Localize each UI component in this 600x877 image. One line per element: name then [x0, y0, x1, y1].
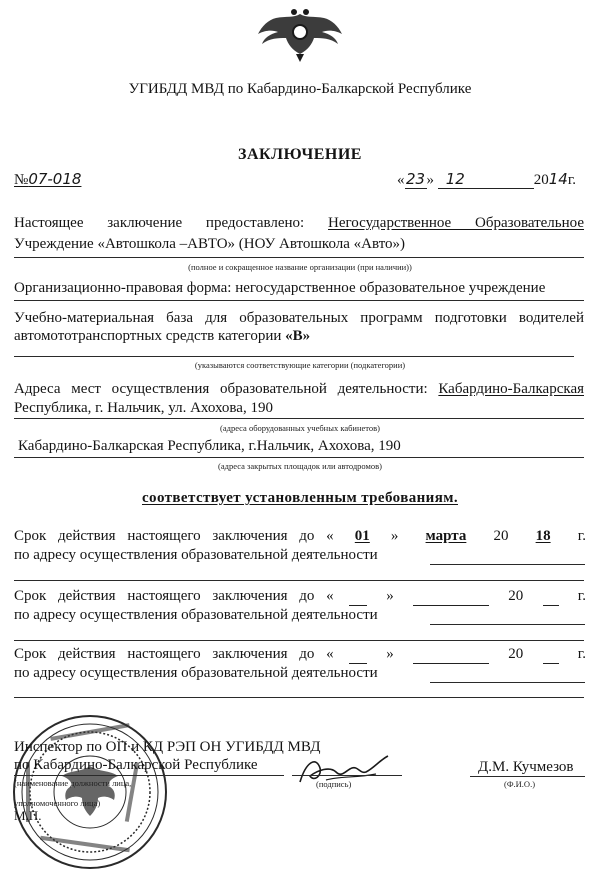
eagle-emblem-icon: [258, 8, 342, 62]
validity-2-line2: по адресу осуществления образовательной деятельности: [14, 607, 378, 623]
document-date: «23» 12 2014г.: [397, 170, 577, 188]
org-intro-line: Настоящее заключение предоставлено: Негосударственное Образовательное: [14, 215, 585, 231]
addresses-line1: Адреса мест осуществления образовательной деятельности: Кабардино-Балкарская: [14, 381, 584, 397]
signer-name: Д.М. Кучмезов: [478, 759, 574, 775]
handwritten-number: 07-018: [28, 170, 82, 188]
document-number: №07-018: [14, 170, 82, 188]
org-name-caption: (полное и сокращенное название организации (при наличии)): [188, 262, 412, 272]
document-title: ЗАКЛЮЧЕНИЕ: [238, 146, 362, 163]
category-caption: (указываются соответствующие категории (подкатегории): [194, 360, 406, 370]
base-line1: Учебно-материальная база для образовательных программ подготовки водителей: [14, 310, 584, 326]
conclusion-text: соответствует установленным требованиям.: [142, 490, 458, 506]
org-form-line: Организационно-правовая форма: негосударственное образовательное учреждение: [14, 280, 546, 296]
grounds-address: Кабардино-Балкарская Республика, г.Нальчик, Ахохова, 190: [18, 438, 401, 454]
signer-position-line2: по Кабардино-Балкарской Республике: [14, 757, 258, 773]
signature-caption: (подпись): [316, 779, 352, 789]
handwritten-day: 23: [405, 170, 426, 188]
mp-mark: М.П.: [14, 808, 42, 823]
grounds-caption: (адреса закрытых площадок или автодромов): [218, 461, 382, 471]
handwritten-month: 12: [438, 170, 534, 189]
validity-2-line1: Срок действия настоящего заключения до « » 20 г.: [14, 588, 586, 604]
position-caption-2: уполномоченного лица): [14, 798, 101, 808]
signer-position-line1: Инспектор по ОП и КД РЭП ОН УГИБДД МВД: [14, 739, 321, 755]
name-caption: (Ф.И.О.): [504, 779, 536, 789]
validity-3-line1: Срок действия настоящего заключения до « » 20 г.: [14, 646, 586, 662]
base-line2: автомототранспортных средств категории «В»: [14, 328, 311, 344]
round-seal-icon: [10, 712, 170, 872]
rooms-caption: (адреса оборудованных учебных кабинетов): [220, 423, 380, 433]
addresses-line2: Республика, г. Нальчик, ул. Ахохова, 190: [14, 400, 273, 416]
org-name-line2: Учреждение «Автошкола –АВТО» (НОУ Автошкола «Авто»): [14, 236, 406, 252]
validity-1-line2: по адресу осуществления образовательной деятельности: [14, 547, 378, 563]
position-caption-1: (наименование должности лица,: [14, 778, 132, 788]
validity-3-line2: по адресу осуществления образовательной деятельности: [14, 665, 378, 681]
handwritten-year: 14: [548, 170, 568, 188]
agency-name: УГИБДД МВД по Кабардино-Балкарской Республике: [128, 81, 472, 97]
validity-1-line1: Срок действия настоящего заключения до « 01 » марта 20 18 г.: [14, 528, 586, 544]
